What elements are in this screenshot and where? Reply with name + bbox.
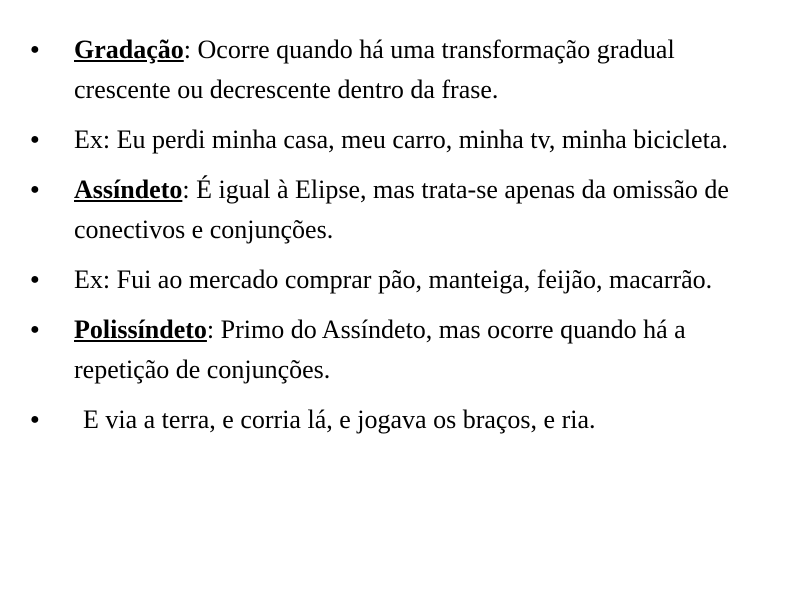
definition-polissindeto: Primo do Assíndeto, mas ocorre quando há a repetição de conjunções.: [74, 315, 686, 384]
bullet-item-example-assindeto: [30, 260, 770, 300]
bullet-item-polissindeto: [30, 310, 770, 390]
bullet-item-example-gradacao: [30, 120, 770, 160]
example-gradacao: Ex: Eu perdi minha casa, meu carro, minha tv, minha bicicleta.: [74, 125, 728, 154]
bullet-list: [30, 30, 770, 440]
bullet-icon: ●: [30, 271, 40, 288]
example-assindeto: Ex: Fui ao mercado comprar pão, manteiga, feijão, macarrão.: [74, 265, 713, 294]
bullet-icon: ●: [30, 181, 40, 198]
bullet-icon: ●: [30, 41, 40, 58]
bullet-item-example-polissindeto: [30, 400, 770, 440]
term-separator: :: [206, 315, 221, 344]
example-polissindeto: E via a terra, e corria lá, e jogava os braços, e ria.: [83, 405, 596, 434]
definition-gradacao: Ocorre quando há uma transformação gradual crescente ou decrescente dentro da frase.: [74, 35, 675, 104]
bullet-item-gradacao: [30, 30, 770, 110]
term-assindeto: Assíndeto: [74, 175, 183, 204]
definition-assindeto: É igual à Elipse, mas trata-se apenas da omissão de conectivos e conjunções.: [74, 175, 729, 244]
bullet-item-assindeto: [30, 170, 770, 250]
term-gradacao: Gradação: [74, 35, 184, 64]
bullet-icon: ●: [30, 131, 40, 148]
term-separator: :: [183, 35, 198, 64]
term-polissindeto: Polissíndeto: [74, 315, 207, 344]
bullet-icon: ●: [30, 321, 40, 338]
bullet-icon: ●: [30, 411, 40, 428]
term-separator: :: [182, 175, 197, 204]
